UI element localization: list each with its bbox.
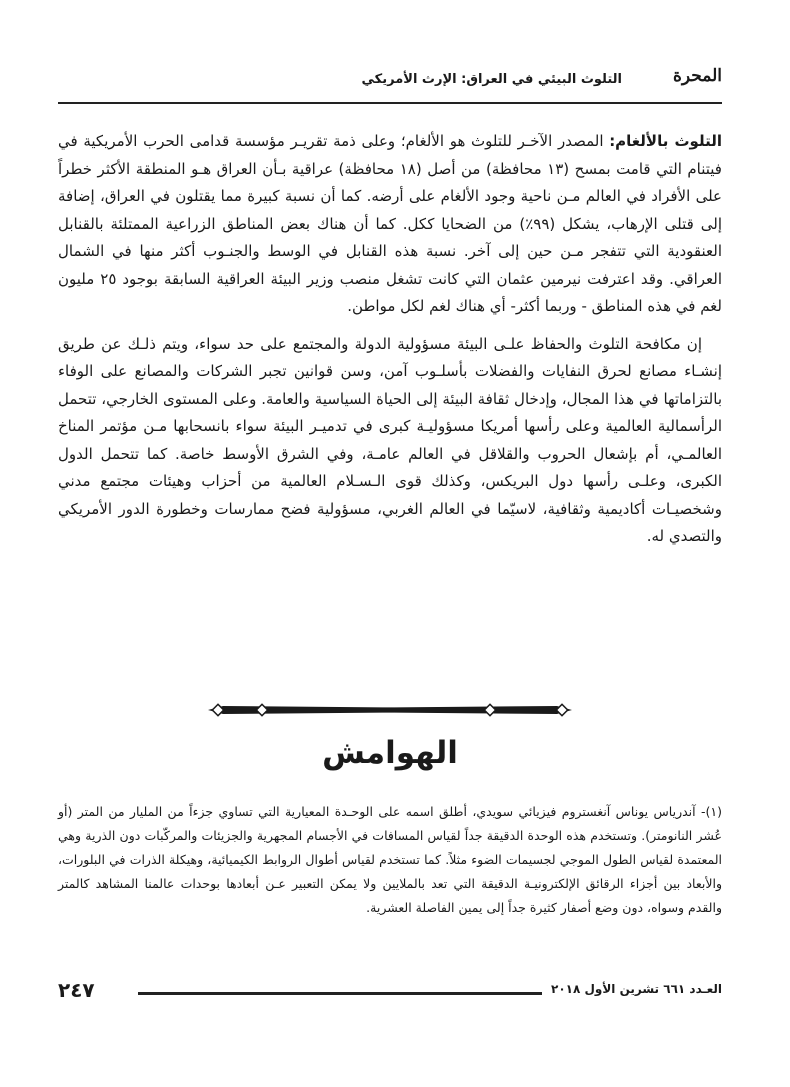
footer-rule — [138, 992, 542, 995]
ornament-divider — [58, 695, 722, 725]
running-title: التلوث البيئي في العراق: الإرث الأمريكي — [361, 72, 622, 87]
article-body — [58, 128, 722, 551]
paragraph-responsibility: إن مكافحة التلوث والحفاظ علـى البيئة مسؤولية الدولة والمجتمع على حد سواء، ويتم ذلـك عن طريق إنشـاء مصانع لحرق النفايات والفضلات بأسلـوب آمن، وسن قوانين تجبر الشركات والمصانع على الوفاء بالتزاماتها في هذا المجال، وإدخال ثقافة البيئة إلى الحياة السياسية والعامة. وعلى المستوى الخارجي، تتحمل الرأسمالية العالمية وعلى رأسها أمريكا مسؤوليـة كبرى في تدميـر البيئة سواء بانسحابها مـن مؤتمر المناخ العالمـي، أم بإشعال الحروب والقلاقل في العالم عامـة، وفي الشرق الأوسط خاصة. كما تتحمل الدول الكبرى، وعلـى رأسها دول البريكس، وكذلك قوى الـسـلام العالمية من أحزاب وهيئات مجتمع مدني وشخصيـات أكاديمية وثقافية، لاسيّما في العالم الغربي، مسؤولية فضح ممارسات وخطورة الدور الأمريكي والتصدي له. — [58, 334, 722, 545]
paragraph-text: المصدر الآخـر للتلوث هو الألغام؛ وعلى ذمة تقريـر مؤسسة قدامى الحرب الأمريكية في فيتنام التي قامت بمسح (١٣ محافظة) من أصل (١٨ محافظة) عراقية بـأن العراق هـو المنطقة الأكثر خطراً على الأفراد في العالم مـن ناحية وجود الألغام على أرضه. كما أن نسبة كبيرة مما يقتلون في العراق، إضافة إلى قتلى الإرهاب، يشكل (٩٩٪) من الضحايا ككل. كما أن هناك بعض المناطق الزراعية الممتلئة بالقنابل العنقودية التي تتفجر مـن حين إلى آخر. نسبة هذه القنابل في الوسط والجنـوب أكثر منها في الشمال العراقي. وقد اعترفت نيرمين عثمان التي كانت تشغل منصب وزير البيئة العراقية السابقة بوجود ٢٥ مليون لغم في هذه المناطق - وربما أكثر- أي هناك لغم لكل مواطن. — [58, 132, 722, 315]
issue-label: العـدد ٦٦١ تشرين الأول ٢٠١٨ — [551, 982, 722, 996]
footnotes — [58, 800, 722, 920]
paragraph-mines — [58, 128, 722, 321]
footnotes-heading: الهوامش — [322, 735, 458, 771]
paragraph-lead: التلوث بالألغام: — [609, 132, 722, 150]
page-footer — [58, 980, 722, 1004]
page-number: ٢٤٧ — [58, 978, 95, 1002]
page-header — [58, 62, 722, 104]
footnote-1: (١)- آندرياس يوناس آنغستروم فيزيائي سويدي، أطلق اسمه على الوحـدة المعيارية التي تساوي جزءاً من المليار من المتر (أو عُشر النانومتر). وتستخدم هذه الوحدة الدقيقة جداً لقياس المسافات في الأجسام المجهرية والجزيئات والمركّبات دون الذرية وهي المعتمدة لقياس الطول الموجي لجسيمات الضوء مثلاً. كما تستخدم لقياس أطوال الروابط الكيميائية، وهيكلة الذرات في البلورات، والأبعاد بين أجزاء الرقائق الإلكترونيـة الدقيقة التي تعد بالملايين ولا يمكن التعبير عـن أبعادها بوحدات عالمنا المشاهد كالمتر والقدم وسواه، دون وضع أصفار كثيرة جداً إلى يمين الفاصلة العشرية. — [58, 804, 722, 915]
magazine-logo: المحرة — [673, 66, 722, 86]
section-ornament — [58, 695, 722, 725]
header-rule — [58, 102, 722, 104]
